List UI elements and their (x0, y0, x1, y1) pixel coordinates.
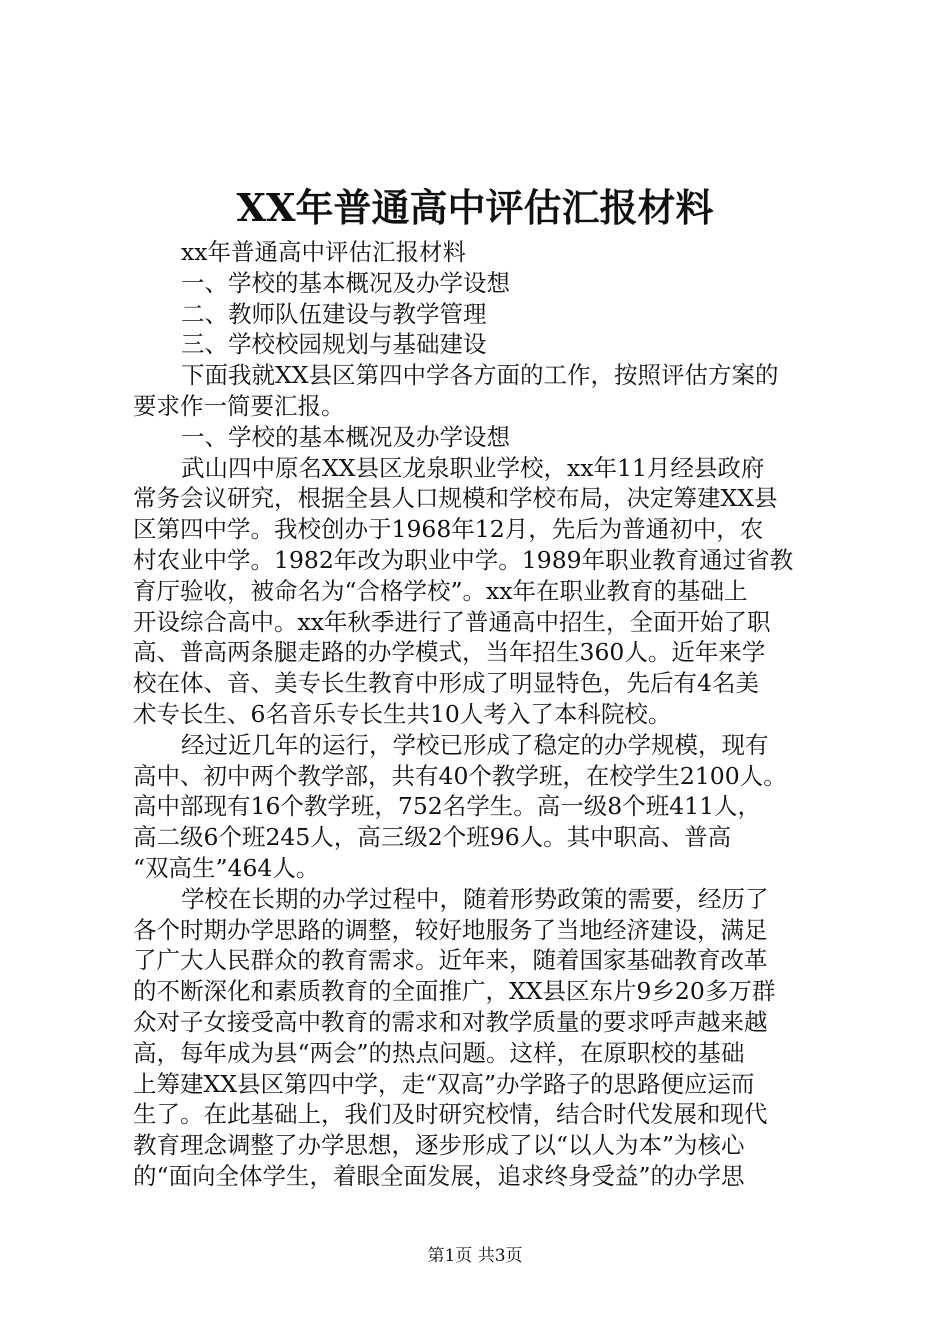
body-line: 高中部现有16个教学班，752名学生。高一级8个班411人， (133, 792, 762, 821)
body-line: “双高生”464人。 (133, 853, 320, 882)
body-line: 教育理念调整了办学思想，逐步形成了以“以人为本”为核心 (133, 1131, 745, 1160)
body-line: 的不断深化和素质教育的全面推广，XX县区东片9乡20多万群 (133, 977, 776, 1006)
body-line: 区第四中学。我校创办于1968年12月，先后为普通初中，农 (133, 515, 764, 544)
body-line: 武山四中原名XX县区龙泉职业学校，xx年11月经县政府 (181, 453, 765, 482)
body-line: 生了。在此基础上，我们及时研究校情，结合时代发展和现代 (133, 1100, 768, 1129)
page-number: 第1页 共3页 (427, 1246, 523, 1266)
body-line: 术专长生、6名音乐专长生共10人考入了本科院校。 (133, 699, 672, 728)
body-line: 高二级6个班245人，高三级2个班96人。其中职高、普高 (133, 823, 732, 852)
body-line: 高，每年成为县“两会”的热点问题。这样，在原职校的基础 (133, 1038, 745, 1067)
body-line: 学校在长期的办学过程中，随着形势政策的需要，经历了 (181, 884, 769, 913)
body-line: 二、教师队伍建设与教学管理 (181, 299, 487, 328)
body-line: 校在体、音、美专长生教育中形成了明显特色，先后有4名美 (133, 669, 759, 698)
body-line: 众对子女接受高中教育的需求和对教学质量的要求呼声越来越 (133, 1007, 768, 1036)
body-line: 育厅验收，被命名为“合格学校”。xx年在职业教育的基础上 (133, 576, 748, 605)
document-title: XX年普通高中评估汇报材料 (236, 185, 714, 230)
body-line: 三、学校校园规划与基础建设 (181, 330, 487, 359)
body-line: 下面我就XX县区第四中学各方面的工作，按照评估方案的 (181, 361, 779, 390)
body-line: 一、学校的基本概况及办学设想 (181, 422, 510, 451)
body-line: 上筹建XX县区第四中学，走“双高”办学路子的思路便应运而 (133, 1069, 755, 1098)
document-body (133, 237, 833, 1192)
body-line: 常务会议研究，根据全县人口规模和学校布局，决定筹建XX县 (133, 484, 778, 513)
body-line: 开设综合高中。xx年秋季进行了普通高中招生，全面开始了职 (133, 607, 771, 636)
body-line: 高中、初中两个教学部，共有40个教学班，在校学生2100人。 (133, 761, 787, 790)
body-line: 要求作一简要汇报。 (133, 391, 345, 420)
body-line: 了广大人民群众的教育需求。近年来，随着国家基础教育改革 (133, 946, 768, 975)
body-line: xx年普通高中评估汇报材料 (181, 238, 467, 266)
body-line: 各个时期办学思路的调整，较好地服务了当地经济建设，满足 (133, 915, 768, 944)
body-line: 高、普高两条腿走路的办学模式，当年招生360人。近年来学 (133, 638, 766, 667)
body-line: 经过近几年的运行，学校已形成了稳定的办学规模，现有 (181, 730, 769, 759)
body-line: 的“面向全体学生，着眼全面发展，追求终身受益”的办学思 (133, 1161, 745, 1190)
body-line: 一、学校的基本概况及办学设想 (181, 268, 510, 297)
body-line: 村农业中学。1982年改为职业中学。1989年职业教育通过省教 (133, 545, 794, 574)
